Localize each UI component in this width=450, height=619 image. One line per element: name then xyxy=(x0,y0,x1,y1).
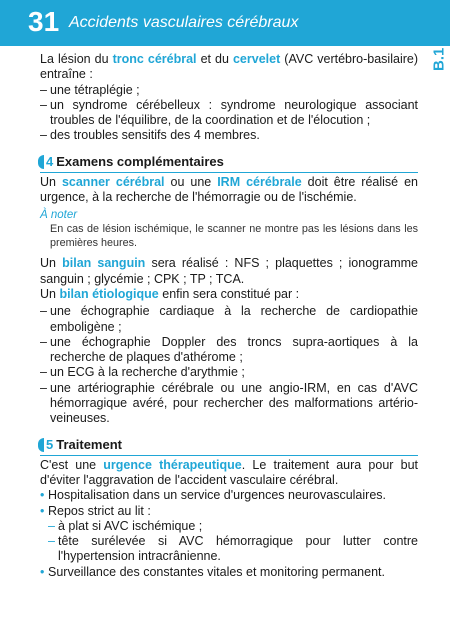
note-box xyxy=(40,208,418,250)
section-marker-icon xyxy=(38,155,44,169)
term-bilan-sanguin: bilan sanguin xyxy=(62,256,146,271)
chapter-header xyxy=(0,0,450,46)
list-item: – une échographie Doppler des troncs supra-aortiques à la recherche de plaques d'athérome ; xyxy=(40,335,418,366)
list-item: – des troubles sensitifs des 4 membres. xyxy=(40,128,418,143)
sub-item: – à plat si AVC ischémique ; xyxy=(40,519,418,534)
etiology-list xyxy=(40,304,418,426)
bullet-item: • Hospitalisation dans un service d'urgences neurovasculaires. xyxy=(40,488,418,503)
term-urgence: urgence thérapeutique xyxy=(103,457,242,472)
bullet-item: • Surveillance des constantes vitales et monitoring permanent. xyxy=(40,565,418,580)
term-cervelet: cervelet xyxy=(232,52,281,66)
rest-sub-list xyxy=(40,519,418,565)
treatment-list xyxy=(40,488,418,580)
term-tronc-cerebral: tronc cérébral xyxy=(112,52,197,66)
list-item: – un ECG à la recherche d'arythmie ; xyxy=(40,365,418,380)
intro-paragraph: La lésion du tronc cérébral et du cervelet (AVC vertébro-basilaire) entraîne : xyxy=(40,52,418,82)
paragraph-urgence: C'est une urgence thérapeutique. Le traitement aura pour but d'éviter l'aggravation de l'accident vasculaire cérébral. xyxy=(40,457,418,487)
list-item: – une échographie cardiaque à la recherche de cardiopathie emboligène ; xyxy=(40,304,418,335)
list-item: – une artériographie cérébrale ou une angio-IRM, en cas d'AVC hémorragique avéré, pour rechercher des malformations artério-veineuses. xyxy=(40,381,418,427)
section-heading-examens xyxy=(40,154,418,173)
page-content xyxy=(40,52,418,580)
section-number: 4 xyxy=(46,153,54,169)
sub-item: – tête surélevée si AVC hémorragique pour lutter contre l'hypertension intracrânienne. xyxy=(40,534,418,565)
section-marker-icon xyxy=(38,438,44,452)
paragraph-bilan-sanguin: Un bilan sanguin sera réalisé : NFS ; plaquettes ; ionogramme sanguin ; glycémie ; CPK ; TP ; TCA. xyxy=(40,256,419,286)
section-number: 5 xyxy=(46,436,54,452)
side-tab-label: B.1 xyxy=(430,47,448,71)
note-title: À noter xyxy=(40,209,78,222)
list-item: – un syndrome cérébelleux : syndrome neurologique associant troubles de l'équilibre, de la coordination et de l'élocution ; xyxy=(40,98,418,129)
chapter-title: Accidents vasculaires cérébraux xyxy=(69,14,299,31)
section-title: Traitement xyxy=(56,436,122,452)
section-heading-traitement xyxy=(40,437,418,456)
note-text: En cas de lésion ischémique, le scanner ne montre pas les lésions dans les premières heures. xyxy=(50,223,418,250)
chapter-number: 31 xyxy=(28,6,60,37)
bullet-item: • Repos strict au lit : – à plat si AVC ischémique ; – tête surélevée si AVC hémorragique pour lutter contre l'hypertension intracrânienne. xyxy=(40,504,418,565)
section-title: Examens complémentaires xyxy=(56,153,224,169)
paragraph-imaging: Un scanner cérébral ou une IRM cérébrale doit être réalisé en urgence, à la recherche de l'hémorragie ou de l'ischémie. xyxy=(40,174,418,205)
term-irm: IRM cérébrale xyxy=(217,174,302,189)
term-scanner: scanner cérébral xyxy=(61,174,165,189)
paragraph-bilan-etiologique: Un bilan étiologique enfin sera constitué par : xyxy=(40,286,300,301)
intro-list xyxy=(40,83,418,144)
list-item: – une tétraplégie ; xyxy=(40,83,418,98)
term-bilan-etiologique: bilan étiologique xyxy=(59,286,159,301)
